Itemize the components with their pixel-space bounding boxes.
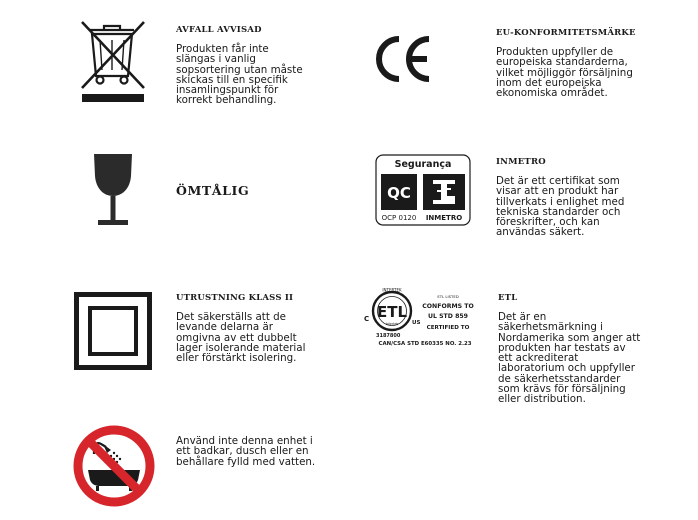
ce-mark-icon bbox=[373, 33, 435, 89]
seal-name-text: INMETRO bbox=[425, 214, 463, 222]
inmetro-seal-icon bbox=[375, 154, 471, 230]
etl-csa-text: CAN/CSA STD E60335 NO. 2.23 bbox=[378, 341, 472, 347]
etl-description: Det är en säkerhetsmärkning i Nordamerika som anger att produkten har testats av ett ackrediterat laboratorium och uppfyller de säkerhetsstandarder som krävs för försäljning eller distribution. bbox=[498, 311, 641, 406]
etl-c-text: C bbox=[364, 315, 370, 323]
etl-intertek-bottom-text: Intertek bbox=[385, 322, 399, 326]
weee-title: AVFALL AVVISAD bbox=[176, 25, 262, 35]
ce-description: Produkten uppfyller de europeiska standarderna, vilket möjliggör försäljning inom det europeiska ekonomiska området. bbox=[496, 46, 633, 100]
etl-listed-text: ETL LISTED bbox=[437, 294, 459, 299]
crossed-out-wheelie-bin-icon bbox=[74, 18, 152, 110]
etl-intertek-text: INTERTEK bbox=[382, 287, 402, 293]
seal-qc-text: QC bbox=[387, 184, 411, 202]
ce-title: EU-KONFORMITETSMÄRKE bbox=[496, 28, 636, 38]
inmetro-description: Det är ett certifikat som visar att en produkt har tillverkats i enlighet med tekniska standarder och föreskrifter, och kan användas säkert. bbox=[496, 175, 625, 239]
etl-certified-text: CERTIFIED TO bbox=[426, 325, 470, 331]
class-ii-description: Det säkerställs att de levande delarna är omgivna av ett dubbelt lager isolerande material eller förstärkt isolering. bbox=[176, 311, 306, 365]
double-square-class-ii-icon bbox=[74, 292, 152, 374]
etl-control-text: 3187800 bbox=[376, 333, 401, 339]
etl-logo-text: ETL bbox=[376, 303, 408, 321]
etl-title: ETL bbox=[498, 293, 518, 303]
no-bathtub-shower-icon bbox=[72, 424, 156, 512]
etl-us-text: US bbox=[412, 320, 421, 326]
seal-code-text: OCP 0120 bbox=[381, 214, 417, 222]
class-ii-title: UTRUSTNING KLASS II bbox=[176, 293, 294, 303]
fragile-title: ÖMTÅLIG bbox=[176, 183, 250, 198]
seal-top-text: Segurança bbox=[394, 159, 452, 170]
no-bathtub-description: Använd inte denna enhet i ett badkar, dusch eller en behållare fylld med vatten. bbox=[176, 435, 316, 468]
etl-listed-mark-icon bbox=[362, 286, 488, 356]
etl-conforms2-text: UL STD 859 bbox=[427, 313, 469, 320]
weee-description: Produkten får inte slängas i vanlig sopsortering utan måste skickas till en specifik insamlingspunkt för korrekt behandling. bbox=[176, 43, 303, 107]
inmetro-title: INMETRO bbox=[496, 157, 546, 167]
fragile-glass-icon bbox=[74, 154, 152, 238]
etl-conforms1-text: CONFORMS TO bbox=[422, 303, 474, 310]
